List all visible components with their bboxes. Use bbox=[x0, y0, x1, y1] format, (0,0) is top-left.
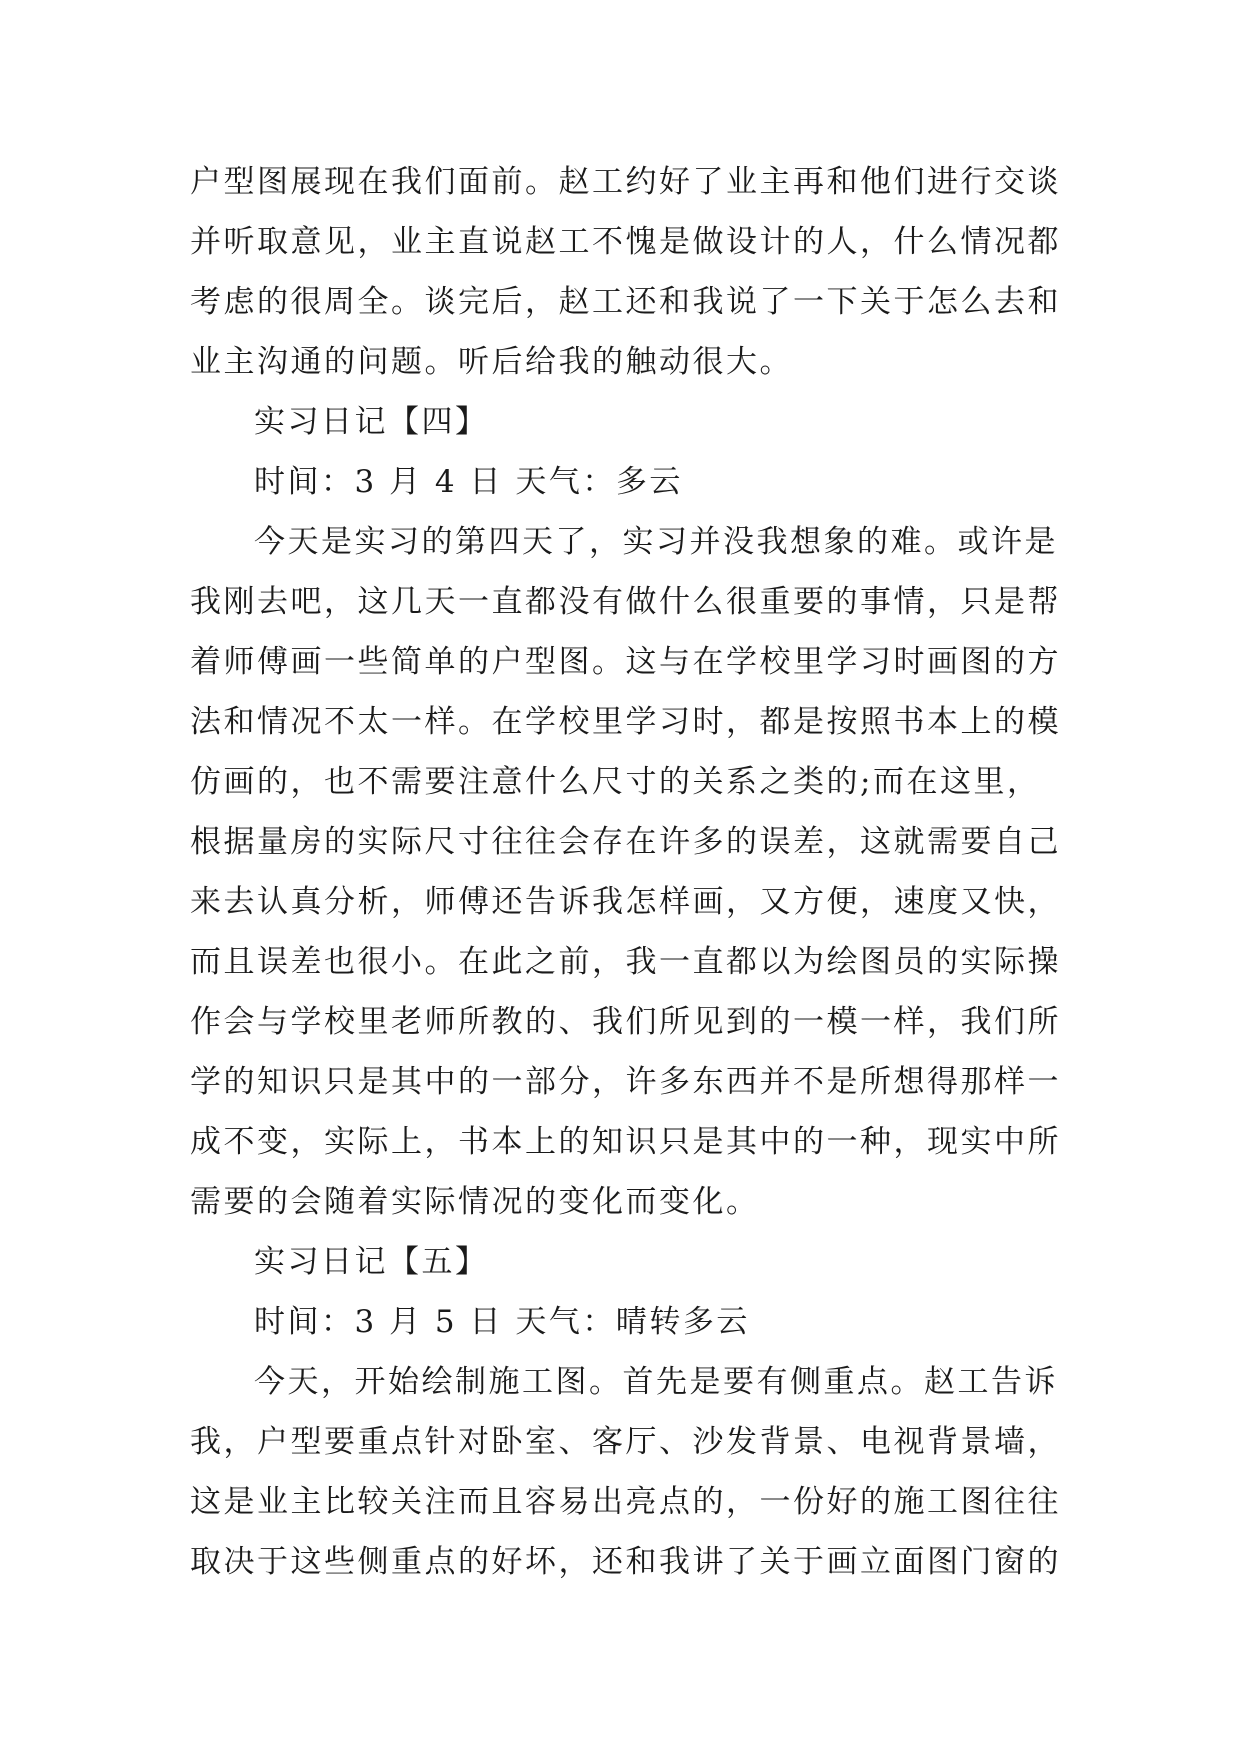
section-heading: 实习日记【五】 bbox=[254, 1244, 489, 1280]
paragraph-line: 户型图展现在我们面前。赵工约好了业主再和他们进行交谈 bbox=[190, 164, 1061, 200]
paragraph-line: 我刚去吧，这几天一直都没有做什么很重要的事情，只是帮 bbox=[190, 584, 1061, 620]
paragraph-line: 学的知识只是其中的一部分，许多东西并不是所想得那样一 bbox=[190, 1064, 1061, 1100]
paragraph-line: 这是业主比较关注而且容易出亮点的，一份好的施工图往往 bbox=[190, 1484, 1061, 1520]
body-text bbox=[190, 152, 1060, 1592]
paragraph-line: 考虑的很周全。谈完后，赵工还和我说了一下关于怎么去和 bbox=[190, 284, 1061, 320]
paragraph-line: 而且误差也很小。在此之前，我一直都以为绘图员的实际操 bbox=[190, 944, 1061, 980]
paragraph-line: 成不变，实际上，书本上的知识只是其中的一种，现实中所 bbox=[190, 1124, 1061, 1160]
paragraph-line: 着师傅画一些简单的户型图。这与在学校里学习时画图的方 bbox=[190, 644, 1061, 680]
paragraph-line: 需要的会随着实际情况的变化而变化。 bbox=[190, 1184, 760, 1220]
section-heading: 实习日记【四】 bbox=[254, 404, 489, 440]
paragraph-line: 作会与学校里老师所教的、我们所见到的一模一样，我们所 bbox=[190, 1004, 1061, 1040]
paragraph-line: 我，户型要重点针对卧室、客厅、沙发背景、电视背景墙， bbox=[190, 1424, 1061, 1460]
paragraph-line: 今天，开始绘制施工图。首先是要有侧重点。赵工告诉 bbox=[254, 1364, 1058, 1400]
paragraph-line: 业主沟通的问题。听后给我的触动很大。 bbox=[190, 344, 793, 380]
paragraph-line: 仿画的，也不需要注意什么尺寸的关系之类的;而在这里， bbox=[190, 764, 1041, 800]
paragraph-line: 来去认真分析，师傅还告诉我怎样画，又方便，速度又快， bbox=[190, 884, 1061, 920]
paragraph-line: 取决于这些侧重点的好坏，还和我讲了关于画立面图门窗的 bbox=[190, 1544, 1061, 1580]
date-weather-line: 时间：3 月 4 日 天气：多云 bbox=[254, 464, 683, 500]
paragraph-line: 并听取意见，业主直说赵工不愧是做设计的人，什么情况都 bbox=[190, 224, 1061, 260]
date-weather-line: 时间：3 月 5 日 天气：晴转多云 bbox=[254, 1304, 750, 1340]
paragraph-line: 今天是实习的第四天了，实习并没我想象的难。或许是 bbox=[254, 524, 1058, 560]
paragraph-line: 法和情况不太一样。在学校里学习时，都是按照书本上的模 bbox=[190, 704, 1061, 740]
paragraph-line: 根据量房的实际尺寸往往会存在许多的误差，这就需要自己 bbox=[190, 824, 1061, 860]
